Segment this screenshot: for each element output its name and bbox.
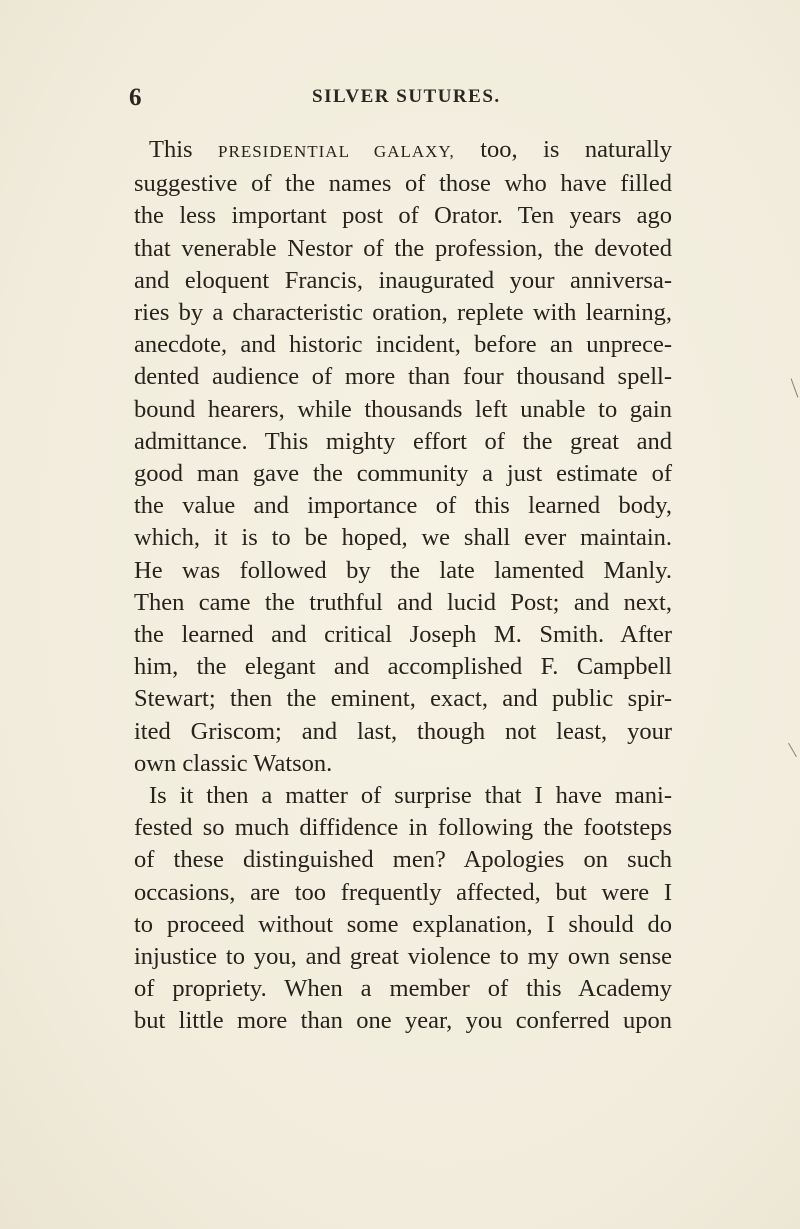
text-line: him, the elegant and accomplished F. Campbell [134, 653, 672, 681]
text-line [134, 134, 672, 168]
text-line: ries by a characteristic oration, replete with learning, [134, 299, 672, 327]
first-line-rest: too, is naturally [480, 136, 673, 163]
running-head: SILVER SUTURES. [312, 86, 501, 107]
text-line: of propriety. When a member of this Academy [134, 975, 672, 1003]
text-line: the value and importance of this learned body, [134, 492, 672, 520]
text-line: anecdote, and historic incident, before an unprece- [134, 331, 672, 359]
paragraph-1 [134, 134, 672, 780]
text-line: dented audience of more than four thousand spell- [134, 363, 672, 391]
text-line: the learned and critical Joseph M. Smith. After [134, 621, 672, 649]
text-line: but little more than one year, you conferred upon [134, 1007, 672, 1035]
margin-mark [788, 743, 797, 757]
text-line: ited Griscom; and last, though not least, your [134, 717, 672, 745]
text-line: Then came the truthful and lucid Post; and next, [134, 588, 672, 616]
text-line: Stewart; then the eminent, exact, and public spir- [134, 685, 672, 713]
text-line: which, it is to be hoped, we shall ever maintain. [134, 524, 672, 552]
text-line: fested so much diffidence in following the footsteps [134, 814, 672, 842]
first-word: This [149, 136, 193, 163]
text-line: to proceed without some explanation, I should do [134, 910, 672, 938]
text-line: bound hearers, while thousands left unable to gain [134, 395, 672, 423]
page-number: 6 [129, 84, 142, 111]
text-line: injustice to you, and great violence to my own sense [134, 943, 672, 971]
smallcaps-phrase: PRESIDENTIAL GALAXY, [218, 142, 455, 161]
margin-mark [791, 378, 799, 397]
text-line: that venerable Nestor of the profession, the devoted [134, 234, 672, 262]
text-line: admittance. This mighty effort of the great and [134, 427, 672, 455]
text-line: own classic Watson. [134, 749, 333, 777]
page-header [0, 84, 800, 114]
text-line: and eloquent Francis, inaugurated your anniversa- [134, 266, 672, 294]
text-line: suggestive of the names of those who have filled [134, 170, 672, 198]
body-text [134, 134, 672, 1038]
text-line: good man gave the community a just estimate of [134, 460, 672, 488]
text-line: of these distinguished men? Apologies on such [134, 846, 672, 874]
paragraph-2 [134, 780, 672, 1038]
text-line: occasions, are too frequently affected, but were I [134, 878, 672, 906]
text-line: He was followed by the late lamented Manly. [134, 556, 672, 584]
text-line: Is it then a matter of surprise that I have mani- [149, 782, 672, 810]
text-line: the less important post of Orator. Ten years ago [134, 202, 672, 230]
